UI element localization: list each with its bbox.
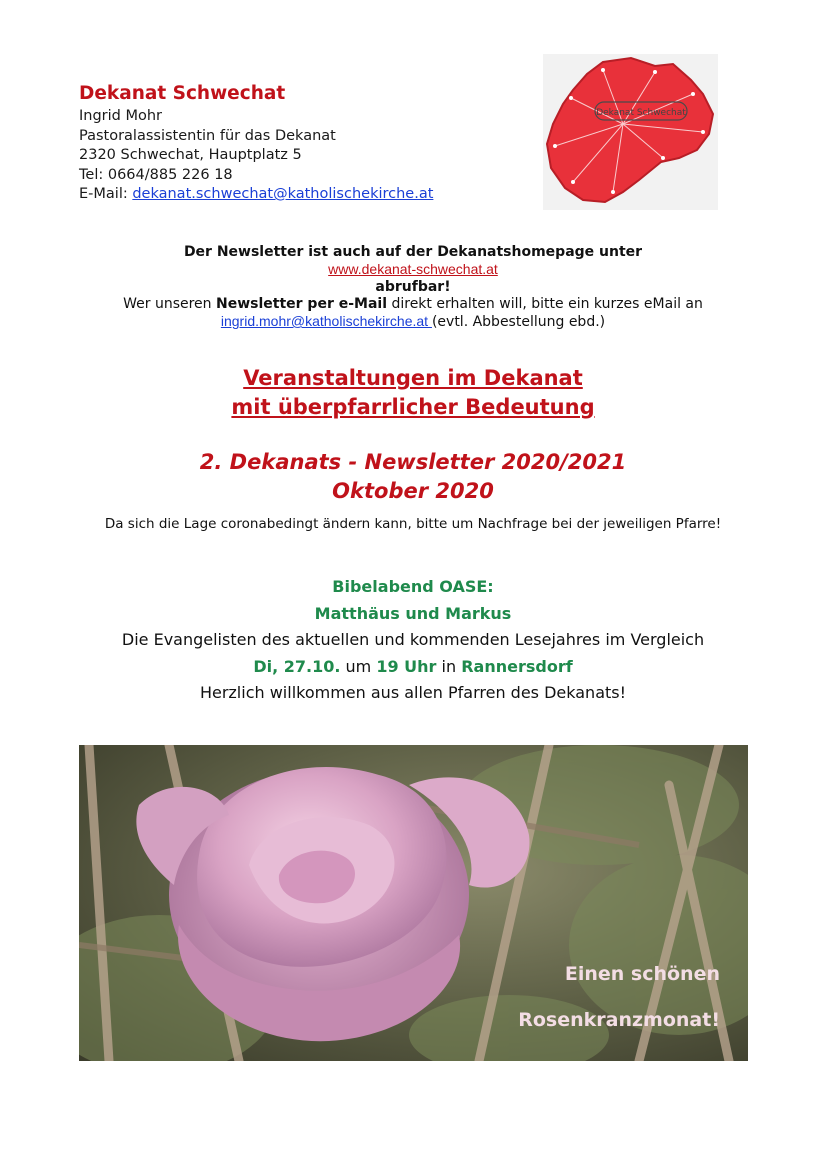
notice-line4-post: direkt erhalten will, bitte ein kurzes eMail an	[387, 296, 703, 312]
email-label: E-Mail:	[79, 186, 133, 202]
event-place: Rannersdorf	[461, 656, 573, 676]
dekanat-map-logo-icon	[543, 54, 718, 210]
events-heading	[0, 364, 826, 422]
notice-line4	[0, 296, 826, 313]
email-link[interactable]: dekanat.schwechat@katholischekirche.at	[132, 186, 434, 202]
website-link[interactable]: www.dekanat-schwechat.at	[328, 261, 498, 277]
event-date: Di, 27.10.	[253, 656, 341, 676]
event-welcome: Herzlich willkommen aus allen Pfarren des Dekanats!	[199, 683, 627, 702]
event-time: 19 Uhr	[376, 656, 437, 676]
newsletter-title-line1: 2. Dekanats - Newsletter 2020/2021	[199, 450, 627, 474]
contact-suffix: (evtl. Abbestellung ebd.)	[431, 314, 606, 330]
event-in: in	[436, 656, 462, 676]
contact-phone: Tel: 0664/885 226 18	[79, 166, 233, 183]
contact-role: Pastoralassistentin für das Dekanat	[79, 127, 336, 144]
dekanat-logo	[543, 54, 718, 210]
rose-image	[79, 745, 748, 1061]
event-block	[0, 574, 826, 707]
greeting-line2: Rosenkranzmonat!	[518, 1009, 720, 1031]
greeting-line1: Einen schönen	[564, 963, 720, 985]
notice-line4-bold: Newsletter per e-Mail	[216, 296, 388, 312]
notice-line3: abrufbar!	[375, 279, 451, 295]
events-heading-line1: Veranstaltungen im Dekanat	[243, 366, 583, 390]
contact-email-line	[79, 185, 519, 205]
newsletter-notice	[0, 244, 826, 331]
contact-name: Ingrid Mohr	[79, 108, 163, 124]
event-details	[0, 654, 826, 681]
corona-note: Da sich die Lage coronabedingt ändern kann, bitte um Nachfrage bei der jeweiligen Pfarre!	[104, 516, 722, 532]
org-name: Dekanat Schwechat	[79, 83, 286, 104]
contact-address: 2320 Schwechat, Hauptplatz 5	[79, 147, 302, 163]
event-um: um	[340, 656, 377, 676]
event-title2: Matthäus und Markus	[314, 603, 512, 623]
newsletter-title-line2: Oktober 2020	[332, 479, 494, 503]
contact-block	[79, 82, 519, 205]
contact-email-link[interactable]: ingrid.mohr@katholischekirche.at	[220, 313, 432, 329]
notice-line4-pre: Wer unseren	[123, 296, 216, 312]
events-heading-line2: mit überpfarrlicher Bedeutung	[231, 395, 595, 419]
event-title1: Bibelabend OASE:	[332, 577, 494, 596]
rose-photo	[79, 745, 748, 1061]
notice-line5	[0, 313, 826, 331]
notice-line1: Der Newsletter ist auch auf der Dekanatshomepage unter	[183, 244, 643, 260]
logo-text: Dekanat Schwechat	[596, 108, 686, 118]
newsletter-title	[0, 448, 826, 506]
event-description: Die Evangelisten des aktuellen und kommenden Lesejahres im Vergleich	[121, 630, 705, 649]
